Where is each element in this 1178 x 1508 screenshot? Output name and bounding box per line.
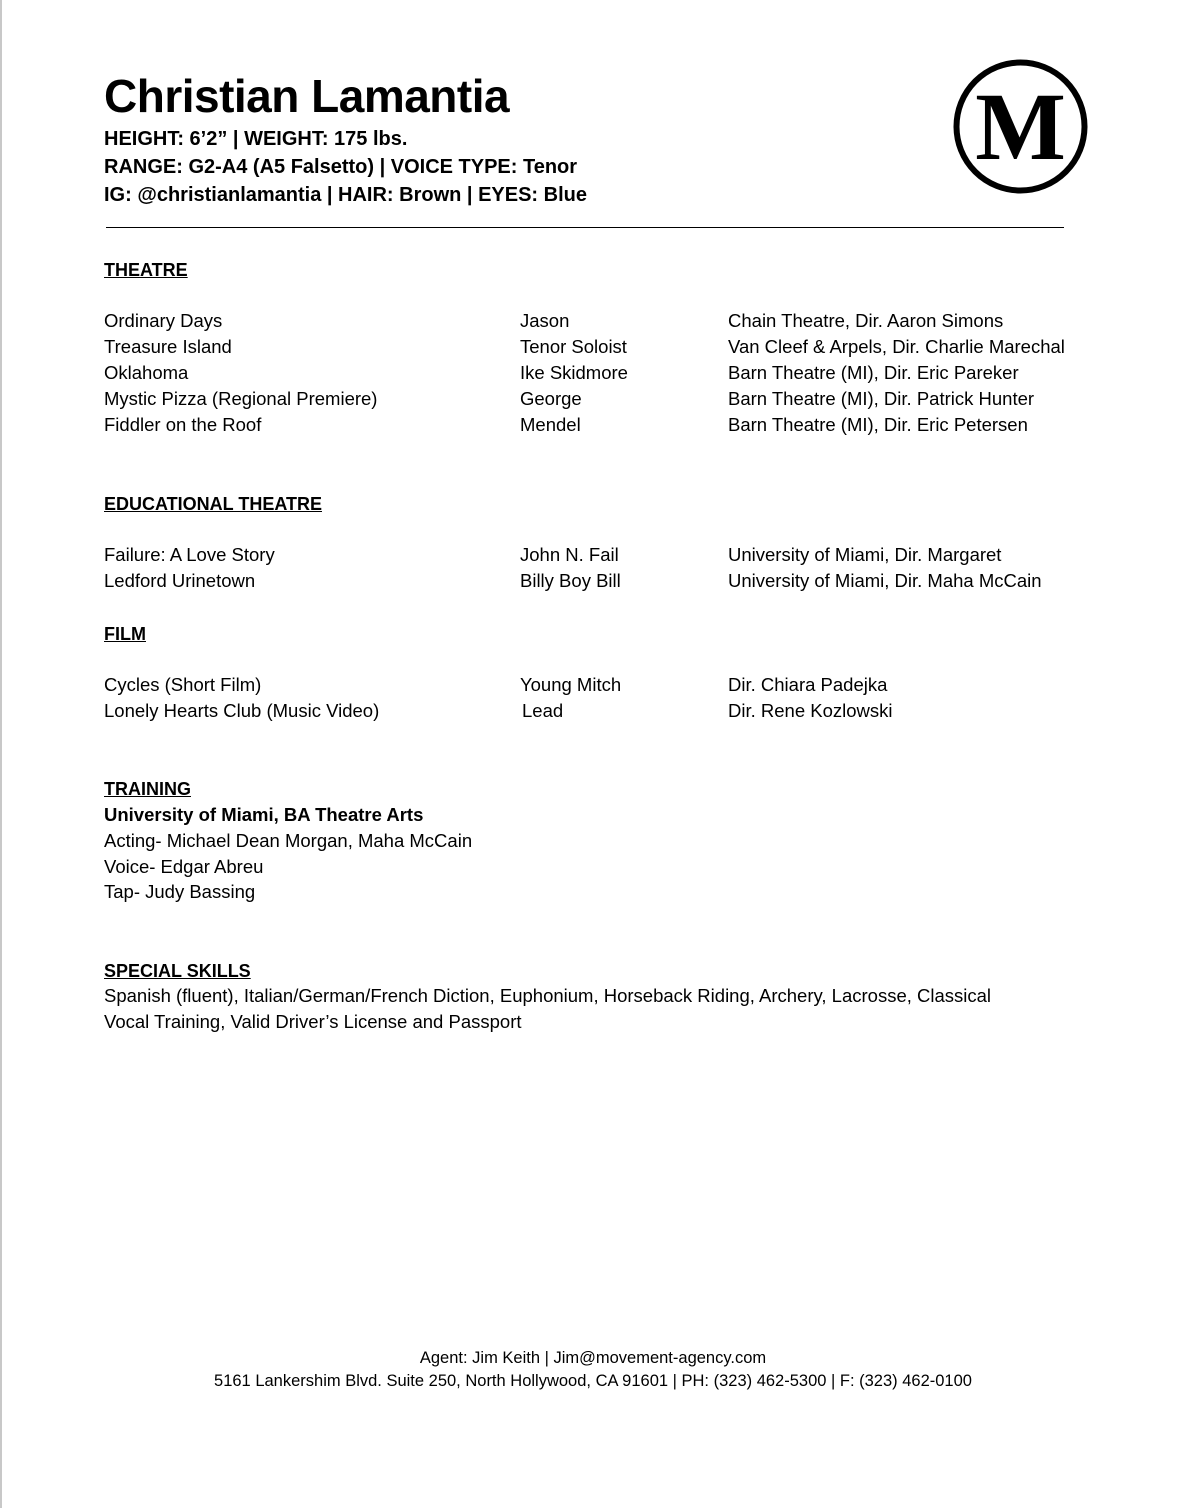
stats-height-weight: HEIGHT: 6’2” | WEIGHT: 175 lbs. bbox=[104, 128, 408, 150]
credit-title: Treasure Island bbox=[104, 336, 232, 357]
theatre-row bbox=[0, 334, 1178, 360]
section-heading-training: TRAINING bbox=[104, 779, 191, 799]
credit-role: Young Mitch bbox=[520, 674, 622, 695]
theatre-row bbox=[0, 412, 1178, 438]
theatre-row bbox=[0, 386, 1178, 412]
credit-role: John N. Fail bbox=[520, 544, 619, 565]
footer-agent: Agent: Jim Keith | Jim@movement-agency.com bbox=[419, 1349, 767, 1367]
credit-role: Mendel bbox=[520, 414, 581, 435]
credit-venue: University of Miami, Dir. Margaret bbox=[728, 544, 1002, 565]
credit-venue: Dir. Chiara Padejka bbox=[728, 674, 888, 695]
stats-ig-hair-eyes: IG: @christianlamantia | HAIR: Brown | EYES: Blue bbox=[104, 184, 587, 206]
section-heading-educational-theatre: EDUCATIONAL THEATRE bbox=[104, 494, 322, 514]
credit-venue: Barn Theatre (MI), Dir. Eric Petersen bbox=[728, 414, 1028, 435]
credit-role: Ike Skidmore bbox=[520, 362, 628, 383]
credit-venue: Dir. Rene Kozlowski bbox=[728, 700, 893, 721]
agency-logo bbox=[952, 58, 1089, 195]
credit-title: Failure: A Love Story bbox=[104, 544, 275, 565]
credit-venue: Chain Theatre, Dir. Aaron Simons bbox=[728, 310, 1004, 331]
training-line: Tap- Judy Bassing bbox=[104, 881, 256, 902]
credit-role: Billy Boy Bill bbox=[520, 570, 621, 591]
credit-title: Lonely Hearts Club (Music Video) bbox=[104, 700, 380, 721]
film-row bbox=[0, 672, 1178, 698]
theatre-row bbox=[0, 360, 1178, 386]
special-skills-line: Vocal Training, Valid Driver’s License and Passport bbox=[104, 1011, 522, 1032]
page-edge bbox=[0, 0, 2, 1508]
credit-venue: Barn Theatre (MI), Dir. Eric Pareker bbox=[728, 362, 1019, 383]
credit-venue: Van Cleef & Arpels, Dir. Charlie Marechal bbox=[728, 336, 1065, 357]
header-divider bbox=[106, 227, 1064, 228]
film-row bbox=[0, 698, 1178, 724]
training-line: Acting- Michael Dean Morgan, Maha McCain bbox=[104, 830, 473, 851]
educational-theatre-row bbox=[0, 568, 1178, 594]
credit-title: Ledford Urinetown bbox=[104, 570, 256, 591]
training-school: University of Miami, BA Theatre Arts bbox=[104, 804, 424, 825]
credit-title: Ordinary Days bbox=[104, 310, 223, 331]
credit-title: Oklahoma bbox=[104, 362, 189, 383]
actor-name: Christian Lamantia bbox=[104, 70, 510, 122]
credit-role: George bbox=[520, 388, 582, 409]
credit-title: Cycles (Short Film) bbox=[104, 674, 262, 695]
footer-address: 5161 Lankershim Blvd. Suite 250, North Hollywood, CA 91601 | PH: (323) 462-5300 | F: (323) 462-0100 bbox=[214, 1372, 972, 1390]
special-skills-line: Spanish (fluent), Italian/German/French Diction, Euphonium, Horseback Riding, Archery, Lacrosse, Classical bbox=[104, 985, 992, 1006]
credit-title: Fiddler on the Roof bbox=[104, 414, 262, 435]
credit-role: Jason bbox=[520, 310, 570, 331]
educational-theatre-row bbox=[0, 542, 1178, 568]
credit-role: Tenor Soloist bbox=[520, 336, 627, 357]
credit-title: Mystic Pizza (Regional Premiere) bbox=[104, 388, 378, 409]
logo-letter: M bbox=[975, 73, 1066, 180]
theatre-row bbox=[0, 308, 1178, 334]
stats-range-voice: RANGE: G2-A4 (A5 Falsetto) | VOICE TYPE: Tenor bbox=[104, 156, 578, 178]
credit-venue: Barn Theatre (MI), Dir. Patrick Hunter bbox=[728, 388, 1035, 409]
section-heading-theatre: THEATRE bbox=[104, 260, 188, 280]
training-line: Voice- Edgar Abreu bbox=[104, 856, 264, 877]
section-heading-film: FILM bbox=[104, 624, 146, 644]
credit-role: Lead bbox=[522, 700, 564, 721]
section-heading-special-skills: SPECIAL SKILLS bbox=[104, 961, 251, 981]
credit-venue: University of Miami, Dir. Maha McCain bbox=[728, 570, 1042, 591]
